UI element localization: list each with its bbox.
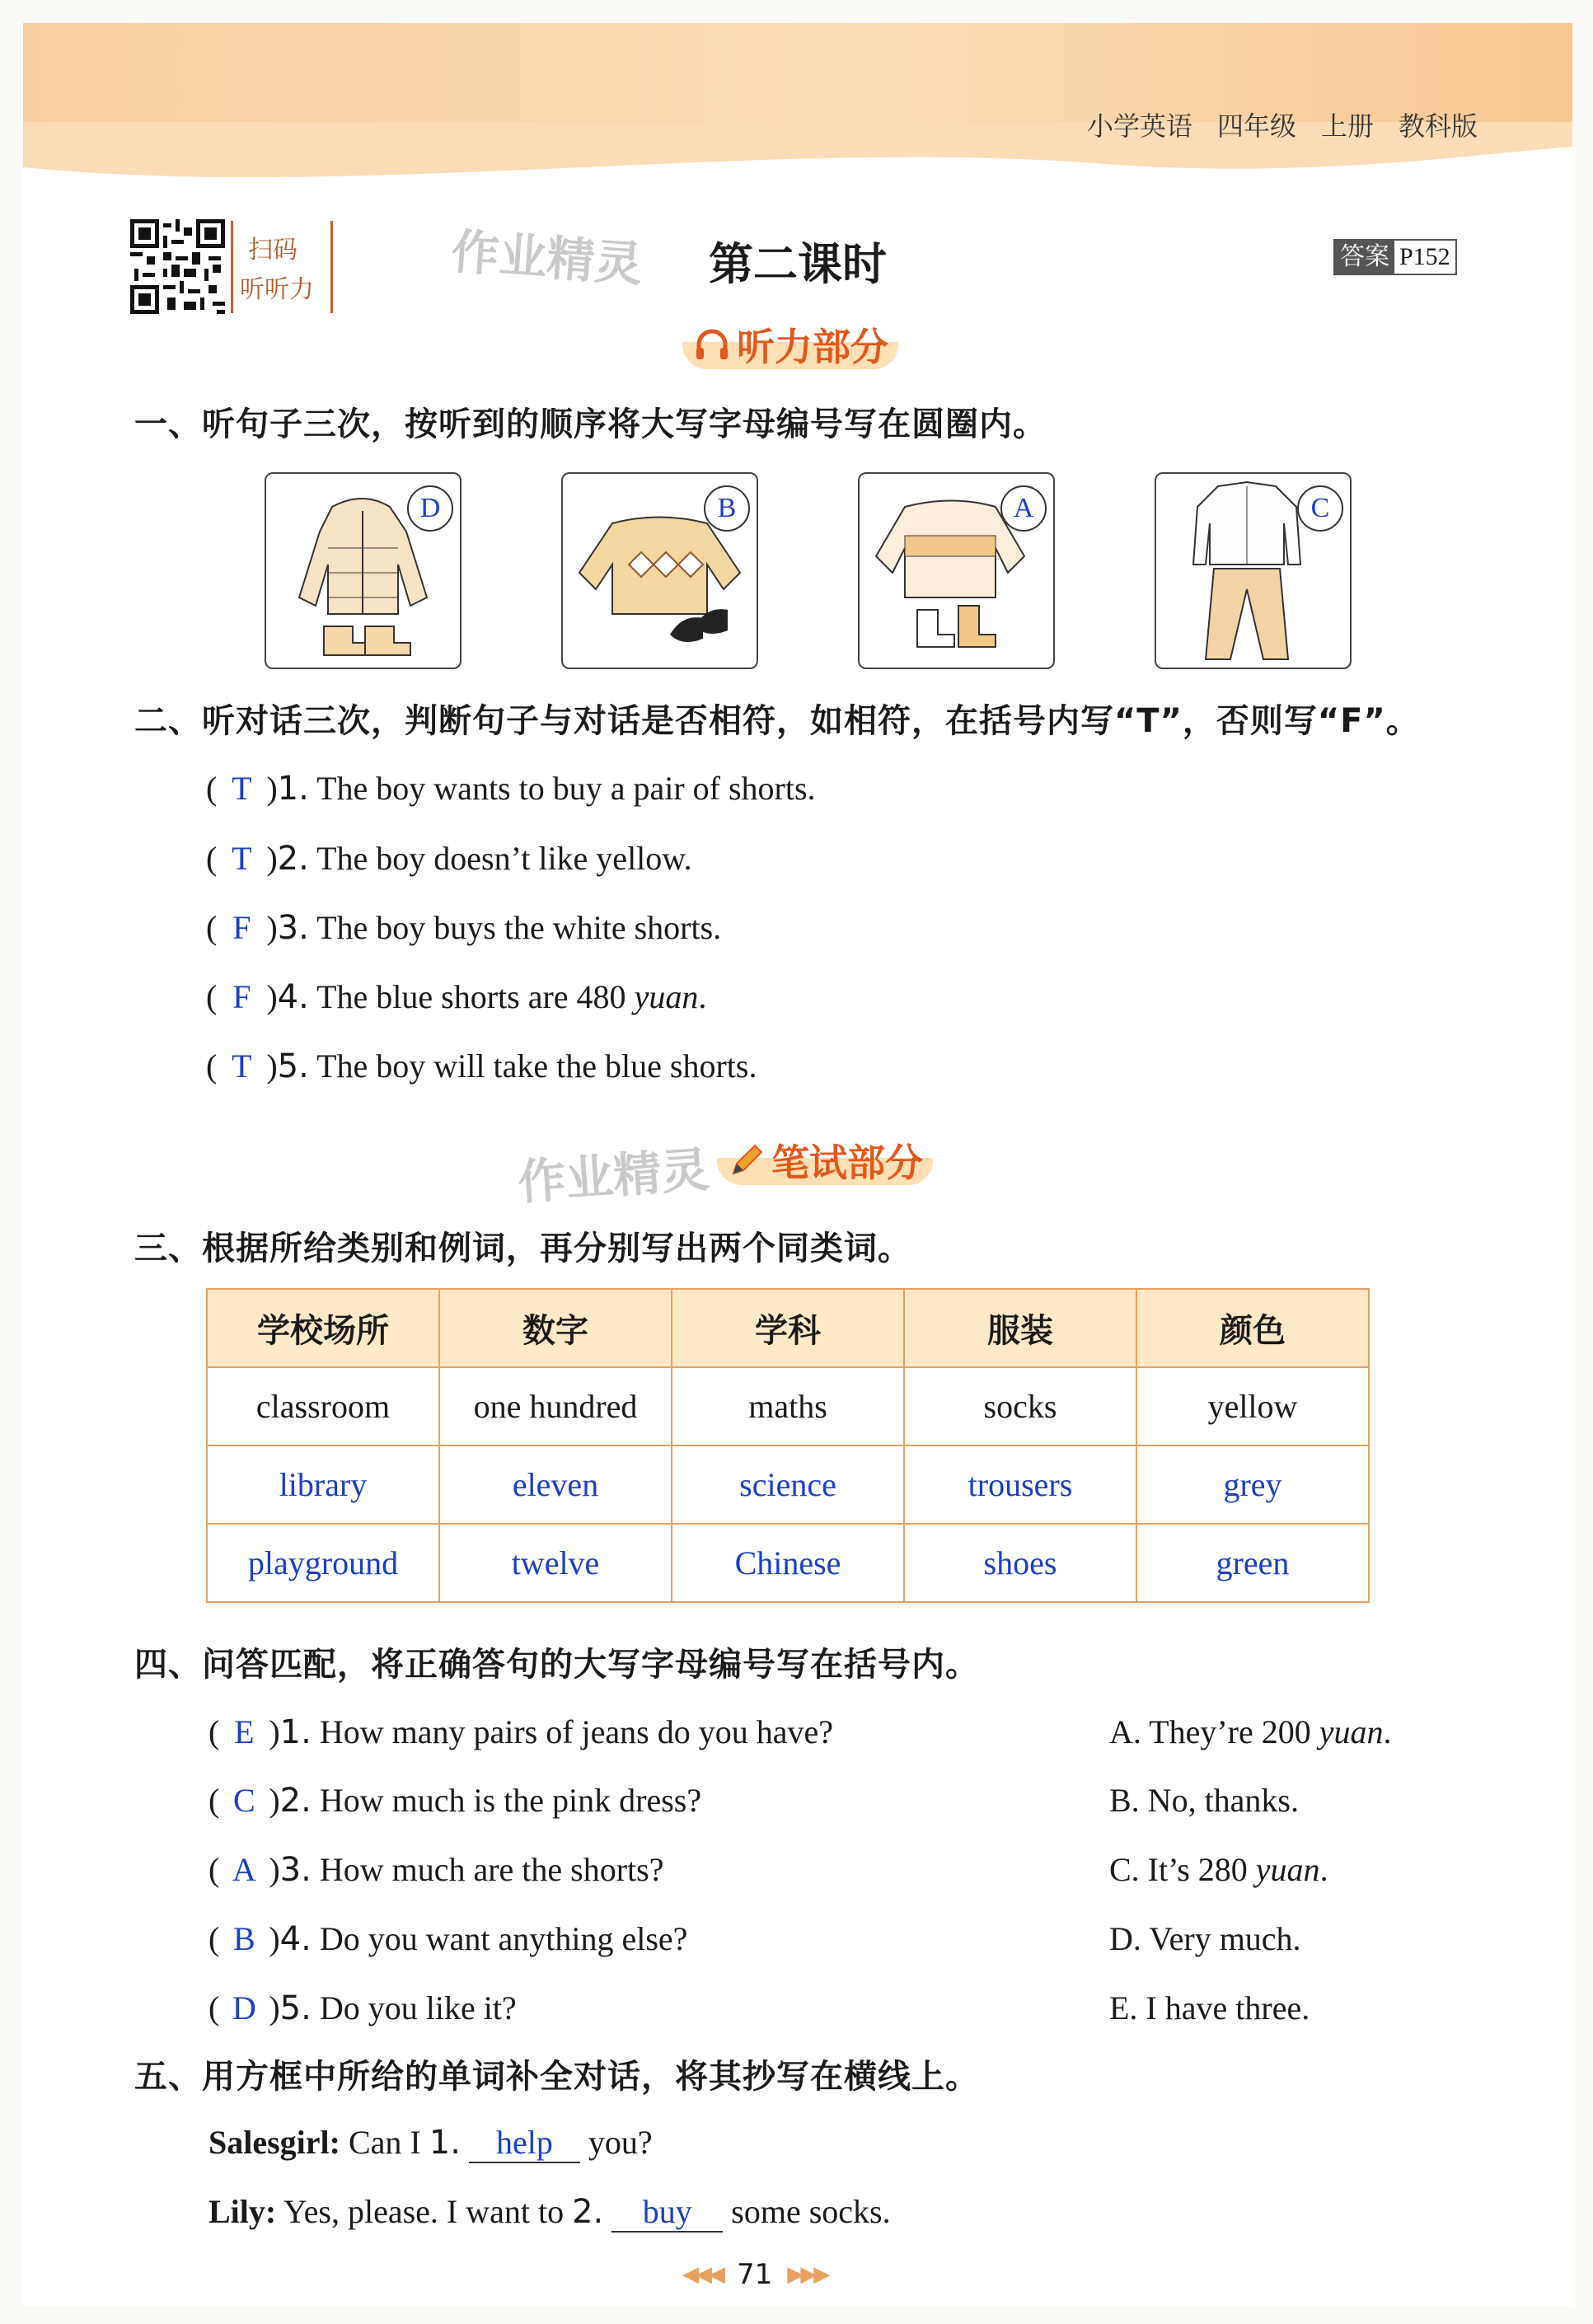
answer-cell[interactable]: shoes: [904, 1524, 1136, 1602]
example-cell: one hundred: [439, 1367, 672, 1445]
picture-shirt-trousers: [1155, 472, 1352, 669]
table-header-cell: 数字: [439, 1289, 672, 1367]
picture-sweater-shoes: [561, 472, 758, 669]
answer-cell[interactable]: grey: [1136, 1445, 1369, 1524]
next-arrows-icon: ▶▶▶: [787, 2262, 827, 2287]
section4-question-4: ( B )4. Do you want anything else?: [208, 1920, 688, 1958]
answer-blank[interactable]: T: [232, 1047, 252, 1085]
prev-arrows-icon: ◀◀◀: [682, 2262, 722, 2287]
section4-question-1: ( E )1. How many pairs of jeans do you have?: [208, 1713, 833, 1751]
answer-blank[interactable]: T: [232, 770, 252, 807]
picture-jacket: [265, 472, 462, 669]
table-row: [207, 1524, 1369, 1602]
section4-question-5: ( D )5. Do you like it?: [208, 1989, 517, 2027]
book-volume: 上册: [1320, 110, 1374, 142]
scan-label-frame: [231, 221, 333, 313]
answer-blank[interactable]: T: [232, 840, 252, 877]
listening-heading-text: 听力部分: [737, 325, 888, 369]
answer-blank[interactable]: A: [232, 1851, 256, 1888]
section4-option-c: C. It’s 280 yuan.: [1109, 1851, 1328, 1888]
workbook-page: [23, 23, 1572, 2306]
book-subject: 小学英语: [1086, 110, 1192, 142]
qr-code-icon[interactable]: [130, 219, 225, 314]
answer-cell[interactable]: science: [672, 1445, 904, 1524]
scan-label: 扫码: [248, 236, 298, 265]
writing-heading-text: 笔试部分: [771, 1141, 923, 1185]
answer-cell[interactable]: playground: [207, 1524, 439, 1602]
page-footer: [682, 2258, 827, 2291]
section4-title: 四、问答匹配，将正确答句的大写字母编号写在括号内。: [134, 1646, 979, 1684]
answer-blank[interactable]: D: [232, 1989, 256, 2026]
section4-option-d: D. Very much.: [1109, 1920, 1301, 1957]
speaker-lily: Lily:: [208, 2193, 277, 2230]
answer-blank[interactable]: E: [234, 1713, 255, 1750]
watermark-middle: 作业精灵: [516, 1141, 711, 1211]
listen-label: 听听力: [240, 275, 314, 304]
answer-cell[interactable]: twelve: [439, 1524, 672, 1602]
speaker-salesgirl: Salesgirl:: [208, 2124, 340, 2161]
example-cell: yellow: [1136, 1367, 1369, 1445]
table-header-cell: 颜色: [1136, 1289, 1369, 1367]
table-row: [207, 1445, 1369, 1524]
section4-question-3: ( A )3. How much are the shorts?: [208, 1851, 664, 1889]
answer-label: 答案: [1335, 241, 1394, 274]
answer-blank[interactable]: C: [232, 1782, 255, 1819]
table-header-row: [207, 1289, 1369, 1367]
dialogue-line-1: Salesgirl: Can I 1. help you?: [208, 2124, 653, 2162]
section2-item-4: ( F )4. The blue shorts are 480 yuan.: [206, 978, 707, 1016]
fill-blank-1[interactable]: help: [469, 2123, 580, 2163]
answer-cell[interactable]: Chinese: [672, 1524, 904, 1602]
section3-title: 三、根据所给类别和例词，再分别写出两个同类词。: [134, 1230, 911, 1267]
table-header-cell: 学科: [672, 1289, 904, 1367]
page-number: 71: [737, 2258, 773, 2291]
category-table: [206, 1288, 1370, 1603]
answer-blank[interactable]: B: [232, 1920, 255, 1957]
section4-option-a: A. They’re 200 yuan.: [1109, 1713, 1392, 1750]
section4-option-b: B. No, thanks.: [1109, 1782, 1299, 1819]
section2-item-1: ( T )1. The boy wants to buy a pair of shorts.: [206, 770, 816, 808]
answer-circle-4[interactable]: C: [1297, 485, 1343, 532]
answer-page: P152: [1399, 243, 1450, 270]
table-header-cell: 学校场所: [207, 1289, 439, 1367]
listening-heading: [682, 320, 898, 369]
answer-circle-2[interactable]: B: [704, 485, 750, 532]
answer-blank[interactable]: F: [232, 909, 251, 946]
answer-circle-1[interactable]: D: [407, 485, 453, 532]
section2-item-2: ( T )2. The boy doesn’t like yellow.: [206, 840, 692, 878]
section2-item-5: ( T )5. The boy will take the blue shorts.: [206, 1047, 757, 1085]
headphones-icon: [692, 325, 732, 364]
answer-cell[interactable]: green: [1136, 1524, 1369, 1602]
section5-title: 五、用方框中所给的单词补全对话，将其抄写在横线上。: [134, 2058, 979, 2096]
picture-sweater-socks: [858, 472, 1055, 669]
example-cell: classroom: [207, 1367, 439, 1445]
answer-reference: [1333, 239, 1457, 275]
fill-blank-2[interactable]: buy: [611, 2192, 723, 2233]
table-row: [207, 1367, 1369, 1445]
table-header-cell: 服装: [904, 1289, 1136, 1367]
answer-cell[interactable]: trousers: [904, 1445, 1136, 1524]
book-edition: 教科版: [1398, 110, 1478, 142]
section4-question-2: ( C )2. How much is the pink dress?: [208, 1782, 702, 1820]
watermark-top: 作业精灵: [449, 223, 644, 293]
section2-item-3: ( F )3. The boy buys the white shorts.: [206, 909, 722, 947]
writing-heading: [717, 1136, 933, 1185]
dialogue-line-2: Lily: Yes, please. I want to 2. buy some socks.: [208, 2193, 891, 2231]
lesson-title: 第二课时: [709, 238, 887, 290]
answer-circle-3[interactable]: A: [1000, 485, 1047, 532]
book-grade: 四年级: [1216, 110, 1296, 142]
example-cell: socks: [904, 1367, 1136, 1445]
answer-cell[interactable]: library: [207, 1445, 439, 1524]
book-info: [1087, 105, 1478, 143]
answer-blank[interactable]: F: [232, 978, 251, 1015]
example-cell: maths: [672, 1367, 904, 1445]
section2-title: 二、听对话三次，判断句子与对话是否相符，如相符，在括号内写“T”，否则写“F”。: [134, 702, 1420, 740]
section4-option-e: E. I have three.: [1109, 1989, 1310, 2026]
section1-title: 一、听句子三次，按听到的顺序将大写字母编号写在圆圈内。: [134, 405, 1047, 443]
answer-cell[interactable]: eleven: [439, 1445, 672, 1524]
pencil-icon: [727, 1141, 766, 1180]
